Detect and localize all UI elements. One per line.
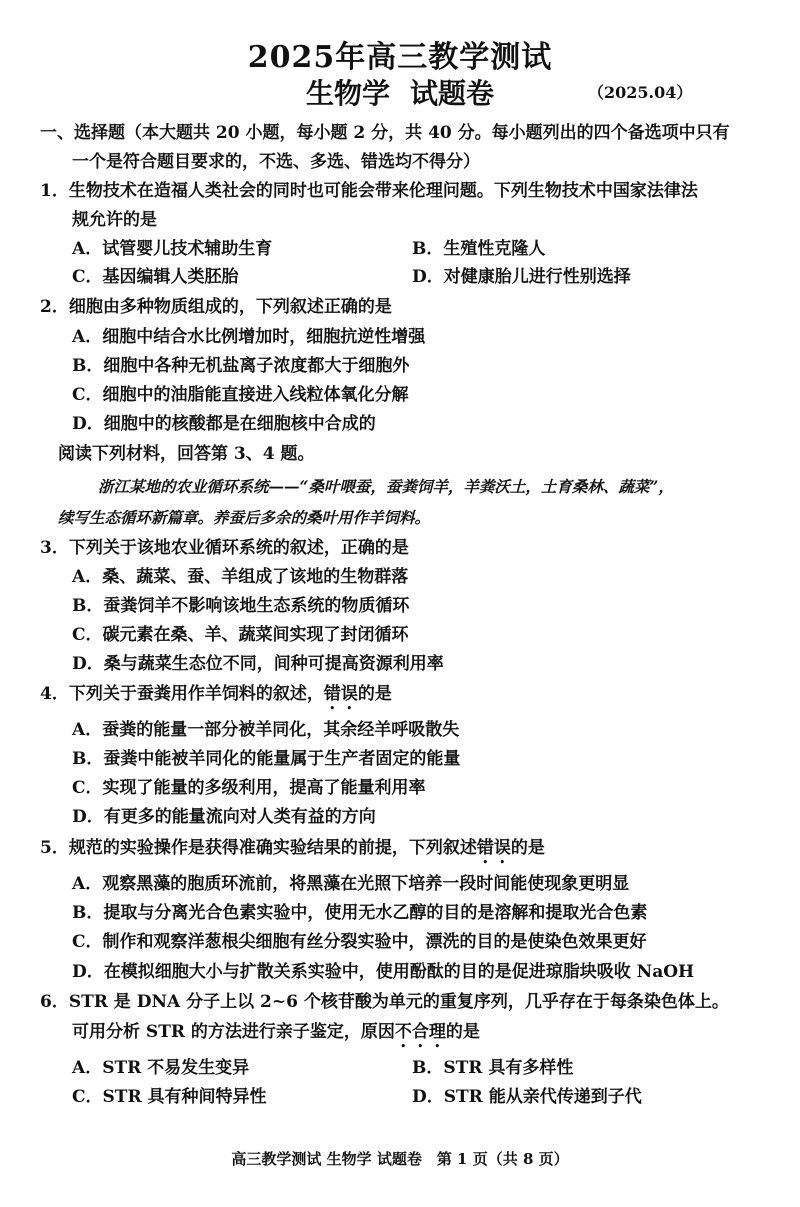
q5-option-d: D．在模拟细胞大小与扩散关系实验中，使用酚酞的目的是促进琼脂块吸收 NaOH xyxy=(72,962,695,982)
q4-stem-pre: 4．下列关于蚕粪用作羊饲料的叙述， xyxy=(40,684,324,704)
q6-option-d: D．STR 能从亲代传递到子代 xyxy=(412,1087,642,1107)
subject-name: 生物学 xyxy=(305,77,390,110)
q5-stem-post: 的是 xyxy=(510,838,545,858)
q6-option-c: C．STR 具有种间特异性 xyxy=(72,1087,267,1107)
paper-label: 试题卷 xyxy=(410,77,495,110)
material-text-cont: 续写生态循环新篇章。养蚕后多余的桑叶用作羊饲料。 xyxy=(58,508,431,527)
material-intro: 阅读下列材料，回答第 3、4 题。 xyxy=(58,444,315,464)
page-footer: 高三教学测试 生物学 试题卷 第 1 页（共 8 页） xyxy=(231,1150,569,1168)
q1-option-d: D．对健康胎儿进行性别选择 xyxy=(412,267,631,287)
q5-option-b: B．提取与分离光合色素实验中，使用无水乙醇的目的是溶解和提取光合色素 xyxy=(72,903,648,923)
section-heading: 一、选择题（本大题共 20 小题，每小题 2 分，共 40 分。每小题列出的四个备选项中只有 xyxy=(40,123,730,143)
q2-option-d: D．细胞中的核酸都是在细胞核中合成的 xyxy=(72,414,376,434)
q5-stem-emphasis: 错误 xyxy=(476,838,511,858)
q6-stem-cont xyxy=(72,1021,480,1052)
q1-option-a: A．试管婴儿技术辅助生育 xyxy=(72,239,273,259)
q2-option-c: C．细胞中的油脂能直接进入线粒体氧化分解 xyxy=(72,385,409,405)
q6-option-a: A．STR 不易发生变异 xyxy=(72,1058,250,1078)
q2-option-b: B．细胞中各种无机盐离子浓度都大于细胞外 xyxy=(72,356,410,376)
q3-option-a: A．桑、蔬菜、蚕、羊组成了该地的生物群落 xyxy=(72,567,409,587)
exam-date: （2025.04） xyxy=(588,83,693,102)
q3-stem: 3．下列关于该地农业循环系统的叙述，正确的是 xyxy=(40,538,409,558)
q6-stem-post: 的是 xyxy=(445,1022,480,1042)
q3-option-c: C．碳元素在桑、羊、蔬菜间实现了封闭循环 xyxy=(72,625,409,645)
q1-stem-cont: 规允许的是 xyxy=(72,210,157,230)
q3-option-b: B．蚕粪饲羊不影响该地生态系统的物质循环 xyxy=(72,596,410,616)
q5-stem-pre: 5．规范的实验操作是获得准确实验结果的前提，下列叙述 xyxy=(40,838,477,858)
exam-title: 2025年高三教学测试 xyxy=(247,40,553,75)
section-instructions: 一个是符合题目要求的，不选、多选、错选均不得分） xyxy=(72,152,480,172)
q6-stem-pre: 可用分析 STR 的方法进行亲子鉴定，原因 xyxy=(72,1022,395,1042)
q2-option-a: A．细胞中结合水比例增加时，细胞抗逆性增强 xyxy=(72,327,426,347)
q5-option-a: A．观察黑藻的胞质环流前，将黑藻在光照下培养一段时间能使现象更明显 xyxy=(72,874,630,894)
q5-option-c: C．制作和观察洋葱根尖细胞有丝分裂实验中，漂洗的目的是使染色效果更好 xyxy=(72,932,647,952)
q4-option-d: D．有更多的能量流向对人类有益的方向 xyxy=(72,807,376,827)
q4-option-a: A．蚕粪的能量一部分被羊同化，其余经羊呼吸散失 xyxy=(72,720,460,740)
q2-stem: 2．细胞由多种物质组成的，下列叙述正确的是 xyxy=(40,297,392,317)
q6-option-b: B．STR 具有多样性 xyxy=(412,1058,574,1078)
q1-option-b: B．生殖性克隆人 xyxy=(412,239,546,259)
q4-option-c: C．实现了能量的多级利用，提高了能量利用率 xyxy=(72,778,426,798)
q4-stem-emphasis: 错误 xyxy=(323,684,358,704)
q3-option-d: D．桑与蔬菜生态位不同，间种可提高资源利用率 xyxy=(72,654,444,674)
q6-stem-emphasis: 不合理 xyxy=(394,1022,446,1042)
q6-stem: 6．STR 是 DNA 分子上以 2~6 个核苷酸为单元的重复序列，几乎存在于每条染色体上。 xyxy=(40,992,729,1012)
q4-option-b: B．蚕粪中能被羊同化的能量属于生产者固定的能量 xyxy=(72,749,461,769)
q5-stem xyxy=(40,837,545,868)
material-text: 浙江某地的农业循环系统——“桑叶喂蚕，蚕粪饲羊，羊粪沃土，土育桑林、蔬菜”， xyxy=(98,477,674,496)
q1-stem: 1．生物技术在造福人类社会的同时也可能会带来伦理问题。下列生物技术中国家法律法 xyxy=(40,181,698,201)
q1-option-c: C．基因编辑人类胚胎 xyxy=(72,267,239,287)
q4-stem-post: 的是 xyxy=(357,684,392,704)
q4-stem xyxy=(40,683,392,714)
